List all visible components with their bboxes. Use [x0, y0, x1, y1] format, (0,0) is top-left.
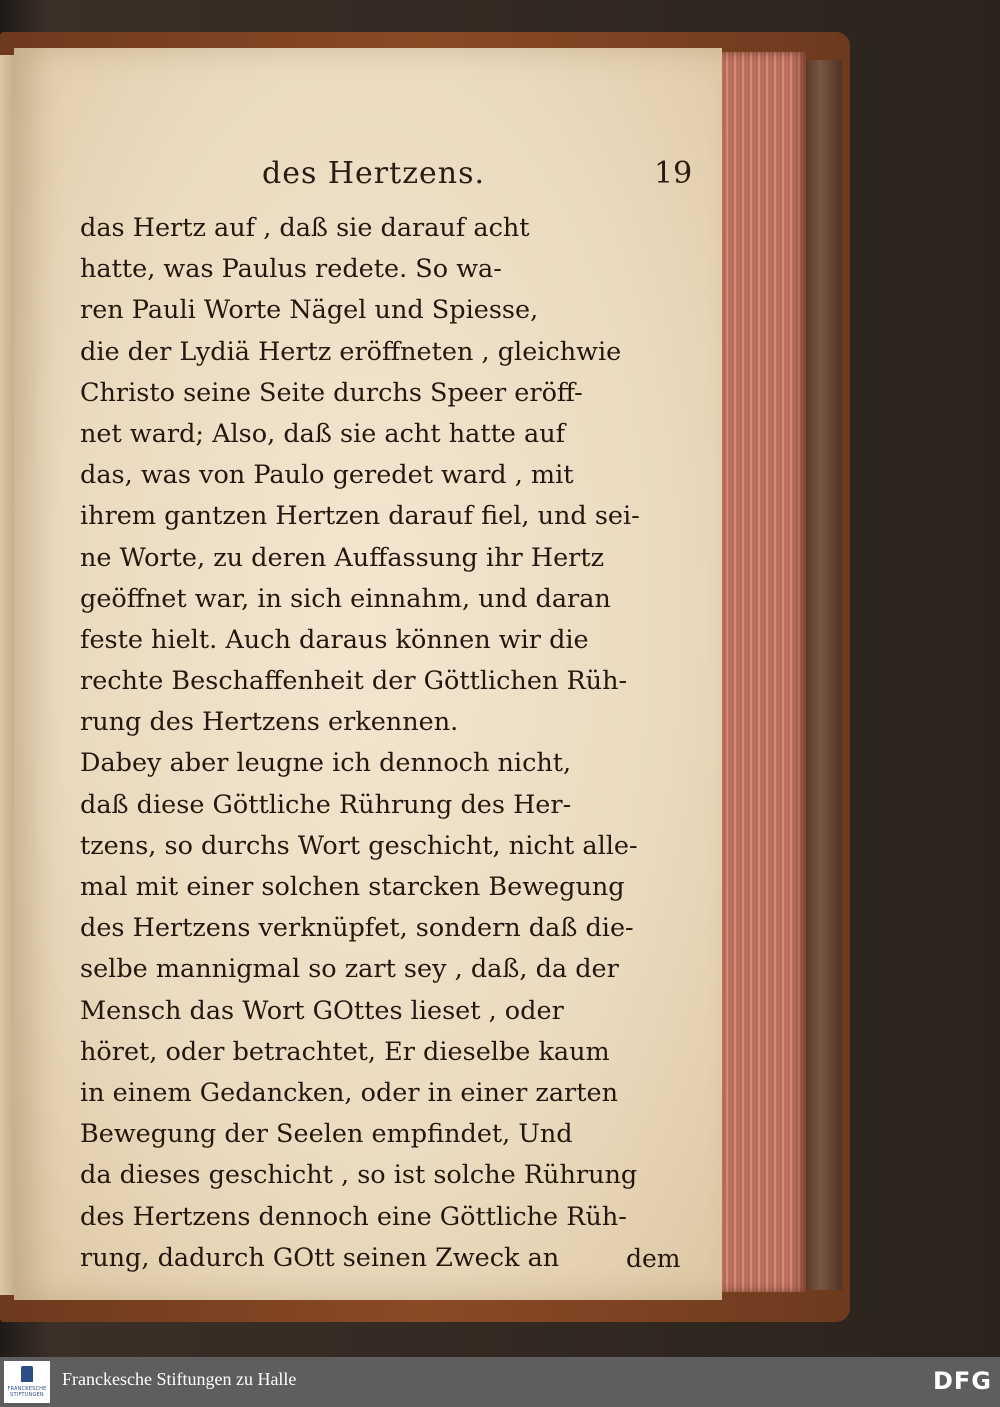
text-line: Mensch das Wort GOttes lieset , oder: [80, 995, 564, 1026]
viewer-footer: [0, 1357, 1000, 1407]
text-line: höret, oder betrachtet, Er dieselbe kaum: [80, 1036, 610, 1067]
text-line: ren Pauli Worte Nägel und Spiesse,: [80, 295, 539, 326]
page-number: 19: [654, 156, 693, 191]
page-text: [80, 208, 698, 1279]
text-line: Dabey aber leugne ich dennoch nicht,: [80, 748, 572, 779]
text-line: rechte Beschaffenheit der Göttlichen Rüh-: [80, 666, 628, 697]
text-line: Bewegung der Seelen empfindet, Und: [80, 1119, 573, 1150]
text-line: rung, dadurch GOtt seinen Zweck an: [80, 1242, 560, 1273]
text-line: des Hertzens verknüpfet, sondern daß die-: [80, 913, 634, 944]
facing-page-edge: [0, 55, 14, 1295]
text-line: mal mit einer solchen starcken Bewegung: [80, 872, 625, 902]
text-line: feste hielt. Auch daraus können wir die: [80, 624, 589, 655]
text-line: ne Worte, zu deren Auffassung ihr Hertz: [80, 542, 605, 573]
text-line: tzens, so durchs Wort geschicht, nicht alle-: [80, 830, 638, 861]
cover-edge: [806, 60, 842, 1290]
text-line: net ward; Also, daß sie acht hatte auf: [80, 418, 566, 449]
text-line: das, was von Paulo geredet ward , mit: [80, 460, 574, 491]
text-line: ihrem gantzen Hertzen darauf fiel, und sei-: [80, 501, 640, 532]
text-line: das Hertz auf , daß sie darauf acht: [80, 213, 530, 243]
page-edges: [722, 52, 806, 1292]
text-line: selbe mannigmal so zart sey , daß, da der: [80, 954, 619, 985]
text-line: des Hertzens dennoch eine Göttliche Rüh-: [80, 1201, 627, 1232]
running-head-title: des Hertzens.: [262, 156, 486, 191]
institution-logo-icon: [21, 1366, 33, 1382]
text-line: da dieses geschicht , so ist solche Rührung: [80, 1160, 638, 1191]
text-line: hatte, was Paulus redete. So wa-: [80, 254, 502, 285]
text-line: in einem Gedancken, oder in einer zarten: [80, 1077, 618, 1108]
text-line: rung des Hertzens erkennen.: [80, 707, 459, 738]
text-line: die der Lydiä Hertz eröffneten , gleichwie: [80, 336, 622, 367]
text-line: geöffnet war, in sich einnahm, und daran: [80, 583, 611, 614]
institution-name: Franckesche Stiftungen zu Halle: [62, 1369, 297, 1389]
catchword: dem: [626, 1244, 681, 1273]
text-line: daß diese Göttliche Rührung des Her-: [80, 789, 572, 820]
running-head: [14, 156, 736, 200]
text-line: Christo seine Seite durchs Speer eröff-: [80, 377, 583, 408]
book-page: [14, 48, 722, 1300]
institution-logo-text: FRANCKESCHE STIFTUNGEN: [7, 1386, 47, 1398]
dfg-logo: DFG: [932, 1367, 992, 1395]
institution-logo: [4, 1361, 50, 1403]
